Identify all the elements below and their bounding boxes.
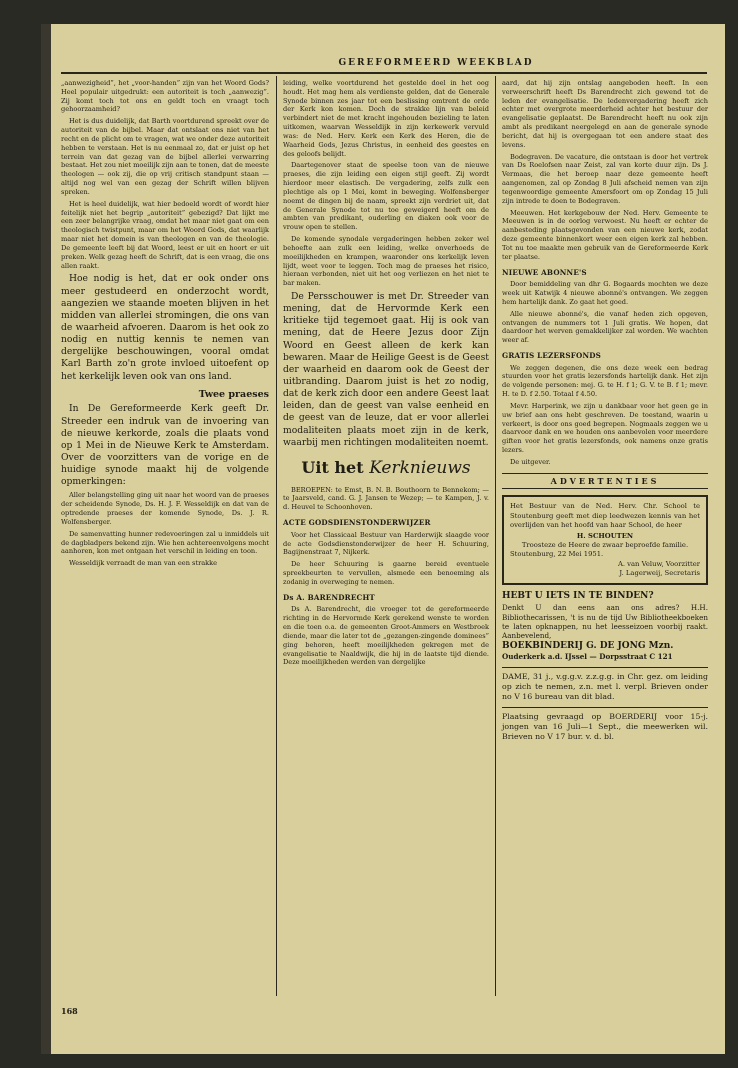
advertenties-heading: ADVERTENTIES (502, 473, 708, 490)
paragraph: We zeggen degenen, die ons deze week een bedrag stuurden voor het gratis lezersfonds hartelijk dank. Het zijn de volgende personen: mej. G. te H. f 1; G. V. te B. f 1; mevr. H. te D. f 2.50. Totaal f 4.50. (502, 363, 708, 399)
ad-text: Denkt U dan eens aan ons adres? H.H. Bibliothecarissen, 't is nu de tijd Uw Bibliotheekboeken te laten opknappen, nu het leesseizoen voorbij raakt. Aanbevelend, (502, 603, 708, 641)
paragraph: leiding, welke voortdurend het gestelde doel in het oog houdt. Het mag hem als verdienste gelden, dat de Generale Synode binnen zes jaar tot een beslissing omtrent de orde der Kerk kon komen. Doch de strakke lijn van beleid verbindert niet de met kracht ingehouden bezieling te laten uitkomen, waarvan Wesseldijk in zijn kerkewerk vervuld was: de Ned. Herv. Kerk een Kerk des Heren, die de Waarheid Gods, Jezus Christus, in eenheid des geestes en des geloofs belijdt. (283, 79, 489, 158)
paragraph: Mevr. Harperink, we zijn u dankbaar voor het geen ge in uw brief aan ons hebt geschreven. De toestand, waarin u verkeert, is door ons goed begrepen. Nogmaals zeggen we u daarvoor dank en we houden ons aanbevolen voor meerdere giften voor het gratis lezersfonds, ook namens onze gratis lezers. (502, 401, 708, 455)
section-heading: ACTE GODSDIENSTONDERWIJZER (283, 518, 431, 528)
section-heading: GRATIS LEZERSFONDS (502, 351, 602, 360)
page-binding-edge (41, 24, 51, 1054)
ad-text: BOEKBINDERIJ G. DE JONG Mzn. (502, 640, 674, 651)
paragraph: De komende synodale vergaderingen hebben zeker wel behoefte aan zulk een leiding, welke onverhoeds de moeilijkheden en krampen, waaronder ons kerkelijk leven lijdt, weet voor te leggen. Toch mag de praeses het risico, hieraan verbonden, niet uit het oog verliezen en het niet te bar maken. (283, 235, 489, 288)
newspaper-page (41, 24, 725, 1054)
paragraph: De heer Schuuring is gaarne bereid eventuele spreekbeurten te vervullen, alsmede een benoeming als zodanig in overweging te nemen. (283, 560, 489, 586)
ad-text: Stoutenburg, 22 Mei 1951. (510, 550, 604, 559)
paragraph: Voor het Classicaal Bestuur van Harderwijk slaagde voor de acte Godsdienstonderwijzer de heer H. Schuuring, Bagijnenstraat 7, Nijkerk. (283, 530, 489, 557)
paragraph: Meeuwen. Het kerkgebouw der Ned. Herv. Gemeente te Meeuwen is in de oorlog verwoest. Nu heeft er echter de aanbesteding plaatsgevonden van een nieuwe kerk, zodat deze gemeente binnenkort weer een eigen kerk zal hebben. Tot nu toe maakte men gebruik van de Gereformeerde Kerk ter plaatse. (502, 208, 708, 261)
paragraph-large: In De Gereformeerde Kerk geeft Dr. Streeder een indruk van de invoering van de nieuwe kerkorde, zoals die plaats vond op 1 Mei in de Nieuwe Kerk te Amsterdam. Over de voorzitters van de vorige en de huidige synode maakt hij de volgende opmerkingen: (61, 403, 269, 488)
paragraph: Aller belangstelling ging uit naar het woord van de praeses der scheidende Synode, Ds. H. J. F. Wesseldijk en dat van de optredende praeses der komende Synode, Ds. J. R. Wolfensberger. (61, 491, 269, 526)
paragraph: Wesseldijk verraadt de man van een strakke (69, 559, 218, 568)
column-1 (61, 79, 269, 571)
ad-heading: HEBT U IETS IN TE BINDEN? (502, 590, 654, 601)
masthead: GEREFORMEERD WEEKBLAD (338, 58, 534, 68)
column-divider (495, 76, 496, 996)
paragraph-large: Hoe nodig is het, dat er ook onder ons meer gestudeerd en onderzocht wordt, aangezien we staande moeten blijven in het midden van allerlei stromingen, die ons van de waarheid afvoeren. Daarom is het ook zo nodig en nuttig kennis te nemen van dergelijke beschouwingen, vooral omdat Karl Barth zo'n grote invloed uitoefent op het kerkelijk leven ook van ons land. (61, 273, 269, 382)
section-heading: NIEUWE ABONNE'S (502, 267, 587, 277)
paragraph: Het is dus duidelijk, dat Barth voortdurend spreekt over de autoriteit van de bijbel. Maar dat ontslaat ons niet van het recht en de plicht om te vragen, wat we onder deze autoriteit hebben te verstaan. Het is nu eenmaal zo, dat er juist op het terrein van dat gezag van de bijbel allerlei verwarring bestaat. Het zou niet moeilijk zijn aan te tonen, dat de meeste theologen — ook zij, die op vrij critisch standpunt staan — altijd nog wel van een gezag der Schrift willen blijven spreken. (61, 117, 269, 196)
column-divider (276, 76, 277, 996)
paragraph: Daartegenover staat de speelse toon van de nieuwe praeses, die zijn leiding een eigen stijl geeft. Zij wordt hierdoor meer elastisch. De vergadering, zelfs zulk een plechtige als op 1 Mei, komt in beweging. Wolfensberger noemt de dingen bij de naam, spreekt zijn verdriet uit, dat de Generale Synode tot nu toe geweigerd heeft om de ambten van predikant, ouderling en diaken ook voor de vrouw open te stellen. (283, 161, 489, 232)
page-number: 168 (61, 1006, 78, 1016)
ad-signature: J. Lagerweij, Secretaris (619, 568, 700, 577)
column-title-plain: Uit het (301, 457, 364, 477)
paragraph: aard, dat hij zijn ontslag aangeboden heeft. In een verweerschrift heeft Ds Barendrecht zich gewend tot de leden der evangelisatie. De ledenvergadering heeft zich echter met overgrote meerderheid achter het bestuur der evangelisatie geplaatst. De Barendrecht heeft nu ook zijn ambt als predikant neergelegd en aan de generale synode bericht, dat hij is overgegaan tot een andere staat des levens. (502, 79, 708, 149)
ad-name: H. SCHOUTEN (576, 531, 634, 540)
paragraph: „aanwezigheid”, het „voor-handen” zijn van het Woord Gods? Heel populair uitgedrukt: een autoriteit is toch „aanwezig”. Zij komt toch tot ons en geldt toch en vraagt toch gehoorzaamheid? (61, 79, 269, 114)
column-title-script: Kerknieuws (369, 457, 471, 478)
classified-ad: Plaatsing gevraagd op BOERDERIJ voor 15-j. jongen van 16 Juli—1 Sept., die meewerken wil. Brieven no V 17 bur. v. d. bl. (502, 707, 708, 742)
section-heading: Ds A. BARENDRECHT (283, 592, 375, 602)
paragraph: Bodegraven. De vacature, die ontstaan is door het vertrek van Ds Roelofsen naar Zeist, zal van korte duur zijn. Ds J. Vermaas, die het beroep naar deze gemeente heeft aangenomen, zal op Zondag 8 Juli afscheid nemen van zijn tegenwoordige gemeente Amersfoort om op Zondag 15 Juli zijn intrede te doen te Bodegraven. (502, 152, 708, 205)
paragraph: BEROEPEN: te Emst, B. N. B. Bouthoorn te Bennekom; — te Jaarsveld, cand. G. J. Jansen te Wezep; — te Kampen, J. v. d. Heuvel te Schoonhoven. (283, 485, 489, 512)
paragraph-large: De Persschouwer is met Dr. Streeder van mening, dat de Hervormde Kerk een kritieke tijd tegemoet gaat. Hij is ook van mening, dat de Heere Jezus door Zijn Woord en Geest alleen de kerk kan bewaren. Maar de Heilige Geest is de Geest der waarheid en daarom ook de Geest der uitbranding. Daarom juist is het zo nodig, dat de kerk zich door een andere Geest laat leiden, dan de geest van valse eenheid en de geest van de leuze, dat er voor allerlei modaliteiten plaats moet zijn in de kerk, waarbij men richtingen modaliteiten noemt. (283, 291, 489, 448)
section-heading: Twee praeses (198, 388, 269, 400)
paragraph: Ds A. Barendrecht, die vroeger tot de gereformeerde richting in de Hervormde Kerk gerekend wenste te worden en die toen o.a. de gemeenten Groot-Ammers en Westbroek diende, maar die later tot de „gezangen-zingende dominees” ging behoren, heeft moeilijkheden gekregen met de evangelisatie te Naaldwijk, die hij in de laatste tijd diende. Deze moeilijkheden werden van dergelijke (283, 605, 489, 667)
advertisement-box (502, 495, 708, 584)
ad-text: Troosteze de Heere de zwaar beproefde familie. (521, 541, 689, 550)
paragraph: De samenvatting hunner redevoeringen zal u inmiddels uit de dagbladpers bekend zijn. Wie hen achtereenvolgens mocht aanhoren, kon met ontgaan het verschil in leiding en toon. (61, 529, 269, 556)
paragraph: Het is heel duidelijk, wat hier bedoeld wordt of wordt hier feitelijk niet het begrip „autoriteit” gebezigd? Dat lijkt me een zeer belangrijke vraag, omdat het maar niet gaat om een theologisch twistpunt, maar om het Woord Gods, dat waarlijk maar niet het domein is van theologen en van de theologie. De gemeente leeft bij dat Woord, leest er uit en hoort er uit preken. Welk gezag heeft de Schrift, dat is een vraag, die ons allen raakt. (61, 199, 269, 270)
paragraph: Door bemiddeling van dhr G. Bogaards mochten we deze week uit Katwijk 4 nieuwe abonné's ontvangen. We zeggen hem hartelijk dank. Zo gaat het goed. (502, 280, 708, 306)
ad-text: Ouderkerk a.d. IJssel — Dorpsstraat C 121 (502, 652, 673, 662)
paragraph: Alle nieuwe abonné's, die vanaf heden zich opgeven, ontvangen de nummers tot 1 Juli gratis. We hopen, dat daardoor het werven gemakkelijker zal worden. We wachten weer af. (502, 309, 708, 345)
column-2 (283, 79, 489, 670)
classified-ad: DAME, 31 j., v.g.g.v. z.z.g.g. in Chr. gez. om leiding op zich te nemen, z.n. met l. verpl. Brieven onder no V 16 bureau van dit blad. (502, 667, 708, 702)
column-3 (502, 79, 708, 742)
column-title (283, 457, 489, 480)
header-rule (61, 72, 707, 74)
ad-signature: A. van Veluw, Voorzitter (617, 559, 700, 568)
ad-text: Het Bestuur van de Ned. Herv. Chr. School te Stoutenburg geeft met diep leedwezen kennis van het overlijden van het hoofd van haar School, de heer (510, 502, 700, 529)
paragraph: De uitgever. (510, 457, 551, 466)
